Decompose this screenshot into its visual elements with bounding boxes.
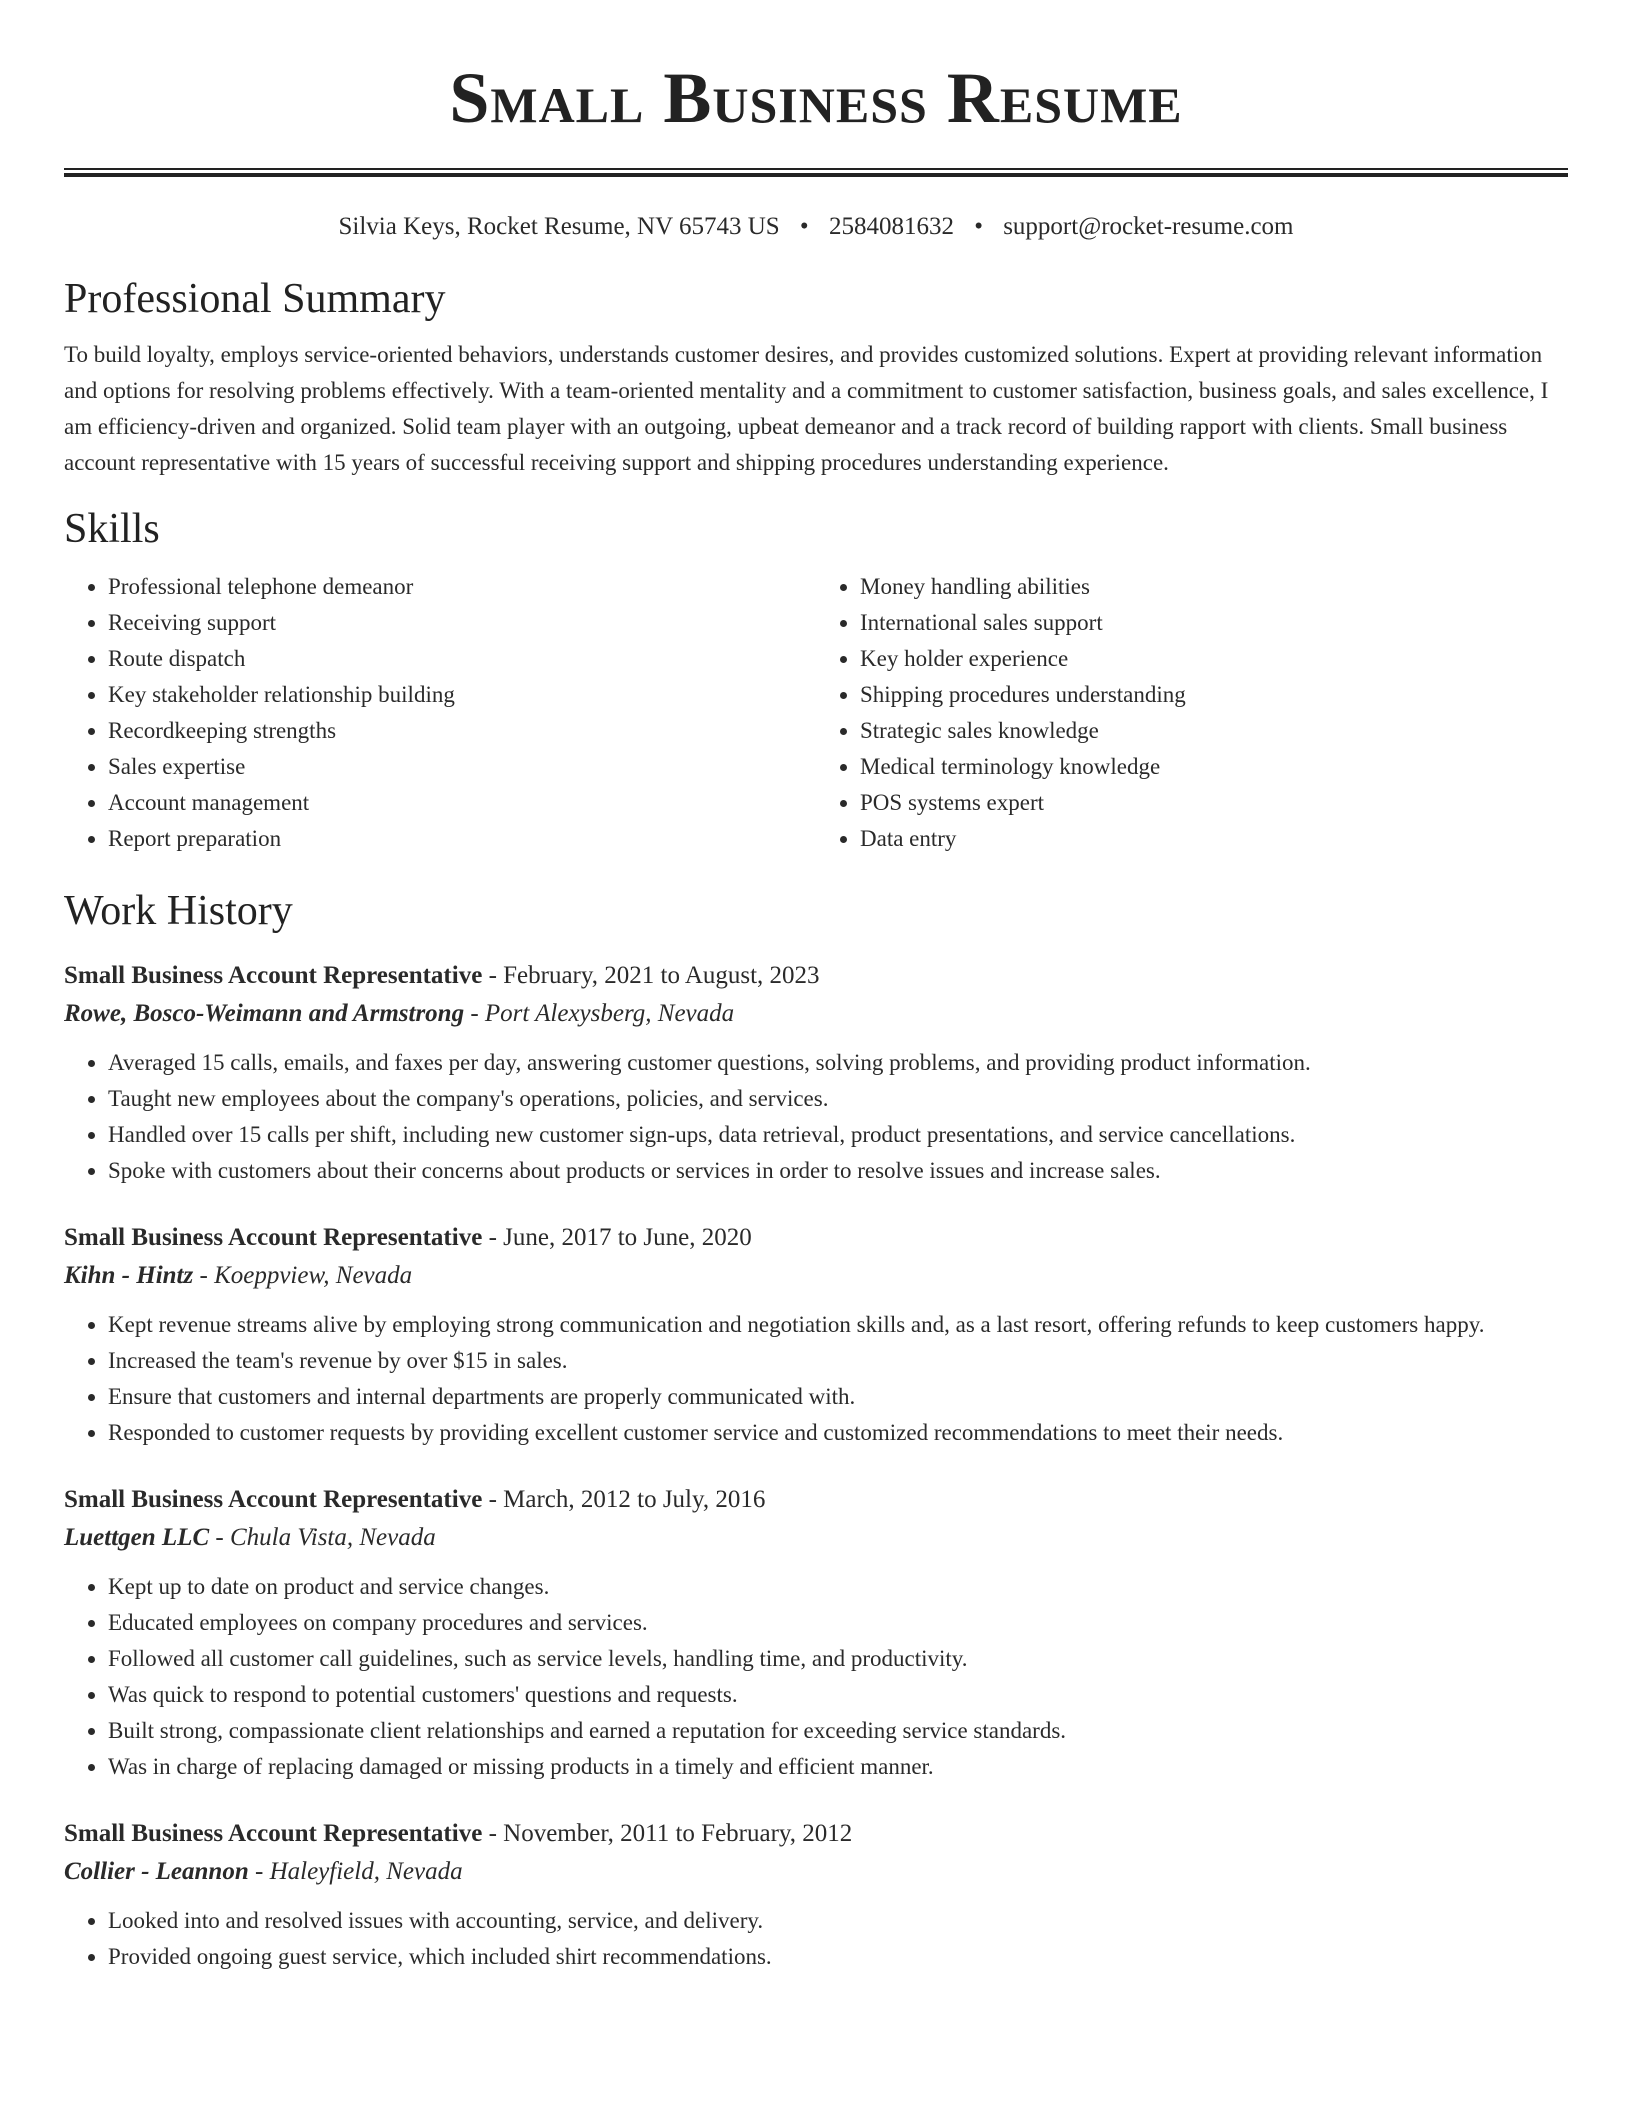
skill-item: • International sales support [860,605,1568,641]
skill-item: • Medical terminology knowledge [860,749,1568,785]
job-dash: - [482,1820,504,1847]
job-entry [64,1219,1568,1451]
job-bullets [64,1307,1568,1451]
job-role: Small Business Account Representative [64,1486,483,1513]
skill-item: • Key holder experience [860,641,1568,677]
resume-title: Small Business Resume [449,58,1183,138]
skill-item: • POS systems expert [860,785,1568,821]
contact-separator: • [799,213,809,240]
job-bullet: • Ensure that customers and internal departments are properly communicated with. [108,1379,1568,1415]
job-dash: - [248,1858,270,1885]
job-dates: June, 2017 to June, 2020 [503,1224,752,1251]
job-bullets [64,1045,1568,1189]
job-bullet: • Spoke with customers about their concerns about products or services in order to resolve issues and increase sales. [108,1153,1568,1189]
skill-item: • Professional telephone demeanor [108,569,816,605]
contact-separator: • [974,213,983,240]
job-bullet: • Increased the team's revenue by over $15 in sales. [108,1343,1568,1379]
job-company: Collier - Leannon [64,1858,249,1885]
job-bullet: • Responded to customer requests by providing excellent customer service and customized recommendations to meet their needs. [108,1415,1568,1451]
job-bullet: • Built strong, compassionate client relationships and earned a reputation for exceeding service standards. [108,1713,1568,1749]
skill-item: • Key stakeholder relationship building [108,677,816,713]
skill-item: • Money handling abilities [860,569,1568,605]
contact-address: Silvia Keys, Rocket Resume, NV 65743 US [338,213,780,240]
job-location: Koeppview, Nevada [214,1262,413,1289]
title-divider [64,168,1568,177]
job-dates: November, 2011 to February, 2012 [503,1820,853,1847]
job-title-line [64,1815,1568,1853]
contact-phone: 2584081632 [828,213,954,240]
job-title-line [64,957,1568,995]
job-role: Small Business Account Representative [64,962,483,989]
summary-heading: Professional Summary [64,276,446,322]
job-bullet: • Provided ongoing guest service, which included shirt recommendations. [108,1939,1568,1975]
job-bullet: • Handled over 15 calls per shift, including new customer sign-ups, data retrieval, product presentations, and service cancellations. [108,1117,1568,1153]
skill-item: • Route dispatch [108,641,816,677]
skill-item: • Report preparation [108,821,816,857]
job-bullet: • Taught new employees about the company's operations, policies, and services. [108,1081,1568,1117]
job-entry [64,1481,1568,1785]
job-bullet: • Kept up to date on product and service changes. [108,1569,1568,1605]
job-title-line [64,1481,1568,1519]
job-role: Small Business Account Representative [64,1224,483,1251]
job-dash: - [209,1524,230,1551]
job-company: Rowe, Bosco-Weimann and Armstrong [64,1000,465,1027]
job-company: Kihn - Hintz [64,1262,194,1289]
job-location: Haleyfield, Nevada [269,1858,463,1885]
skills-list-left [64,569,816,857]
job-company-line [64,1853,1568,1891]
job-entry [64,957,1568,1189]
job-dates: February, 2021 to August, 2023 [503,962,820,989]
skill-item: • Sales expertise [108,749,816,785]
job-company-line [64,995,1568,1033]
job-bullet: • Followed all customer call guidelines, such as service levels, handling time, and productivity. [108,1641,1568,1677]
skill-item: • Strategic sales knowledge [860,713,1568,749]
work-history-heading: Work History [64,888,293,934]
skill-item: • Receiving support [108,605,816,641]
job-bullets [64,1569,1568,1785]
job-location: Port Alexysberg, Nevada [484,1000,735,1027]
summary-text: To build loyalty, employs service-oriented behaviors, understands customer desires, and provides customized solutions. Expert at providing relevant information and options for resolving problems effectively. With a team-oriented mentality and a commitment to customer satisfaction, business goals, and sales excellence, I am efficiency-driven and organized. Solid team player with an outgoing, upbeat demeanor and a track record of building rapport with clients. Small business account representative with 15 years of successful receiving support and shipping procedures understanding experience. [64,342,1549,475]
job-title-line [64,1219,1568,1257]
job-dates: March, 2012 to July, 2016 [503,1486,766,1513]
job-role: Small Business Account Representative [64,1820,483,1847]
skill-item: • Shipping procedures understanding [860,677,1568,713]
skill-item: • Recordkeeping strengths [108,713,816,749]
job-dash: - [193,1262,215,1289]
job-bullet: • Kept revenue streams alive by employing strong communication and negotiation skills and, as a last resort, offering refunds to keep customers happy. [108,1307,1568,1343]
job-company-line [64,1257,1568,1295]
job-entry [64,1815,1568,1975]
skills-list-right [816,569,1568,857]
job-bullet: • Looked into and resolved issues with accounting, service, and delivery. [108,1903,1568,1939]
skill-item: • Account management [108,785,816,821]
skills-heading: Skills [64,506,160,552]
job-company-line [64,1519,1568,1557]
job-bullet: • Educated employees on company procedures and services. [108,1605,1568,1641]
job-company: Luettgen LLC [64,1524,210,1551]
contact-line [64,211,1568,243]
skills-columns [64,569,1568,857]
contact-email: support@rocket-resume.com [1003,213,1294,240]
skill-item: • Data entry [860,821,1568,857]
job-location: Chula Vista, Nevada [229,1524,436,1551]
job-bullet: • Was in charge of replacing damaged or missing products in a timely and efficient manner. [108,1749,1568,1785]
job-bullet: • Averaged 15 calls, emails, and faxes per day, answering customer questions, solving problems, and providing product information. [108,1045,1568,1081]
job-dash: - [482,962,504,989]
job-dash: - [464,1000,485,1027]
job-dash: - [482,1486,504,1513]
job-bullet: • Was quick to respond to potential customers' questions and requests. [108,1677,1568,1713]
job-dash: - [482,1224,504,1251]
job-bullets [64,1903,1568,1975]
resume-page [64,0,1568,1975]
